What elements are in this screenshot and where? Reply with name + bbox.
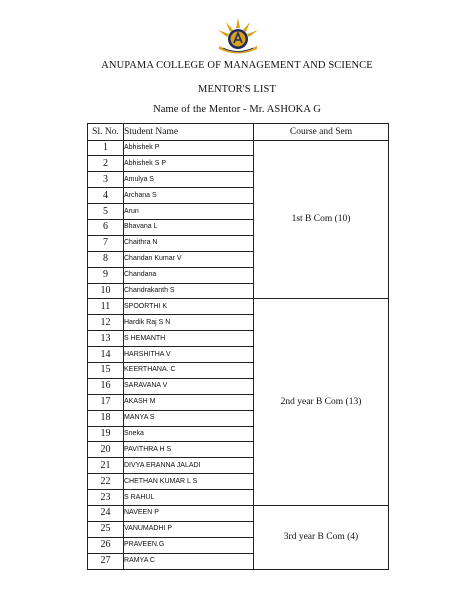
student-name: Bhavana L	[124, 219, 254, 235]
course-and-sem: 3rd year B Com (4)	[254, 505, 389, 569]
serial-number: 8	[88, 251, 124, 267]
student-name: VANUMADHI P	[124, 521, 254, 537]
serial-number: 6	[88, 219, 124, 235]
student-name: SARAVANA V	[124, 378, 254, 394]
serial-number: 10	[88, 283, 124, 299]
serial-number: 20	[88, 442, 124, 458]
serial-number: 22	[88, 474, 124, 490]
serial-number: 23	[88, 490, 124, 506]
list-title: MENTOR'S LIST	[198, 84, 276, 95]
serial-number: 14	[88, 347, 124, 363]
student-name: Amulya S	[124, 172, 254, 188]
serial-number: 24	[88, 505, 124, 521]
student-name: KEERTHANA. C	[124, 362, 254, 378]
student-name: PRAVEEN.G	[124, 537, 254, 553]
serial-number: 15	[88, 362, 124, 378]
serial-number: 13	[88, 331, 124, 347]
serial-number: 19	[88, 426, 124, 442]
student-name: S HEMANTH	[124, 331, 254, 347]
table-row	[88, 140, 389, 156]
college-logo-icon	[212, 14, 264, 56]
serial-number: 4	[88, 188, 124, 204]
column-header-student-name: Student Name	[124, 124, 254, 141]
student-name: Chaithra N	[124, 235, 254, 251]
serial-number: 1	[88, 140, 124, 156]
student-name: Abhishek P	[124, 140, 254, 156]
student-name: Sneka	[124, 426, 254, 442]
column-header-course-sem: Course and Sem	[254, 124, 389, 141]
table-header-row	[88, 124, 389, 141]
serial-number: 26	[88, 537, 124, 553]
serial-number: 17	[88, 394, 124, 410]
student-name: DIVYA ERANNA JALADI	[124, 458, 254, 474]
serial-number: 2	[88, 156, 124, 172]
course-and-sem: 2nd year B Com (13)	[254, 299, 389, 506]
table-row	[88, 299, 389, 315]
serial-number: 11	[88, 299, 124, 315]
serial-number: 9	[88, 267, 124, 283]
column-header-sl-no: Sl. No.	[88, 124, 124, 141]
student-name: PAVITHRA H S	[124, 442, 254, 458]
serial-number: 16	[88, 378, 124, 394]
student-name: RAMYA C	[124, 553, 254, 569]
table-body	[88, 140, 389, 569]
student-name: AKASH M	[124, 394, 254, 410]
serial-number: 18	[88, 410, 124, 426]
serial-number: 25	[88, 521, 124, 537]
mentor-name: Name of the Mentor - Mr. ASHOKA G	[153, 104, 321, 115]
serial-number: 5	[88, 204, 124, 220]
serial-number: 12	[88, 315, 124, 331]
student-name: Hardik Raj S N	[124, 315, 254, 331]
student-name: Abhishek S P	[124, 156, 254, 172]
student-name: S RAHUL	[124, 490, 254, 506]
student-name: Chandan Kumar V	[124, 251, 254, 267]
mentor-table	[87, 123, 389, 570]
student-name: CHETHAN KUMAR L S	[124, 474, 254, 490]
student-name: MANYA S	[124, 410, 254, 426]
student-name: Archana S	[124, 188, 254, 204]
table-row	[88, 505, 389, 521]
serial-number: 7	[88, 235, 124, 251]
serial-number: 3	[88, 172, 124, 188]
college-name: ANUPAMA COLLEGE OF MANAGEMENT AND SCIENCE	[101, 60, 373, 71]
student-name: SPOORTHI K	[124, 299, 254, 315]
student-name: NAVEEN P	[124, 505, 254, 521]
student-name: Arun	[124, 204, 254, 220]
student-name: HARSHITHA V	[124, 347, 254, 363]
serial-number: 21	[88, 458, 124, 474]
student-name: Chandana	[124, 267, 254, 283]
student-name: Chandrakanth S	[124, 283, 254, 299]
course-and-sem: 1st B Com (10)	[254, 140, 389, 299]
serial-number: 27	[88, 553, 124, 569]
